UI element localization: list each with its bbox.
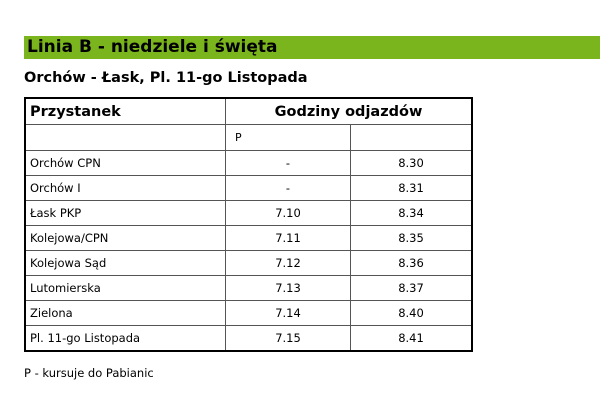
table-row: [25, 176, 472, 201]
departure-time: 8.37: [351, 276, 473, 301]
timetable: [24, 97, 473, 352]
departure-time-p: 7.11: [226, 226, 351, 251]
route-title: Orchów - Łask, Pl. 11-go Listopada: [24, 70, 308, 86]
subheader-empty: [25, 125, 226, 151]
footnote: P - kursuje do Pabianic: [24, 366, 154, 380]
stop-name: Lutomierska: [25, 276, 226, 301]
table-row: [25, 151, 472, 176]
departure-time-p: 7.12: [226, 251, 351, 276]
stop-name: Łask PKP: [25, 201, 226, 226]
table-row: [25, 276, 472, 301]
table-subheader-row: [25, 125, 472, 151]
table-row: [25, 251, 472, 276]
departure-time: 8.40: [351, 301, 473, 326]
departure-time: 8.30: [351, 151, 473, 176]
header-stop: Przystanek: [25, 98, 226, 125]
line-title-banner: Linia B - niedziele i święta: [24, 36, 600, 59]
stop-name: Orchów CPN: [25, 151, 226, 176]
table-row: [25, 326, 472, 352]
departure-time: 8.36: [351, 251, 473, 276]
table-row: [25, 301, 472, 326]
departure-time-p: -: [226, 151, 351, 176]
stop-name: Orchów I: [25, 176, 226, 201]
subheader-col-p: P: [226, 125, 351, 151]
departure-time-p: 7.14: [226, 301, 351, 326]
table-row: [25, 226, 472, 251]
departure-time-p: 7.13: [226, 276, 351, 301]
stop-name: Kolejowa/CPN: [25, 226, 226, 251]
subheader-col-2: [351, 125, 473, 151]
departure-time-p: 7.15: [226, 326, 351, 352]
departure-time: 8.35: [351, 226, 473, 251]
departure-time: 8.34: [351, 201, 473, 226]
table-row: [25, 201, 472, 226]
header-departure-times: Godziny odjazdów: [226, 98, 473, 125]
departure-time-p: 7.10: [226, 201, 351, 226]
table-header-row: [25, 98, 472, 125]
departure-time: 8.31: [351, 176, 473, 201]
stop-name: Kolejowa Sąd: [25, 251, 226, 276]
stop-name: Zielona: [25, 301, 226, 326]
stop-name: Pl. 11-go Listopada: [25, 326, 226, 352]
departure-time-p: -: [226, 176, 351, 201]
departure-time: 8.41: [351, 326, 473, 352]
